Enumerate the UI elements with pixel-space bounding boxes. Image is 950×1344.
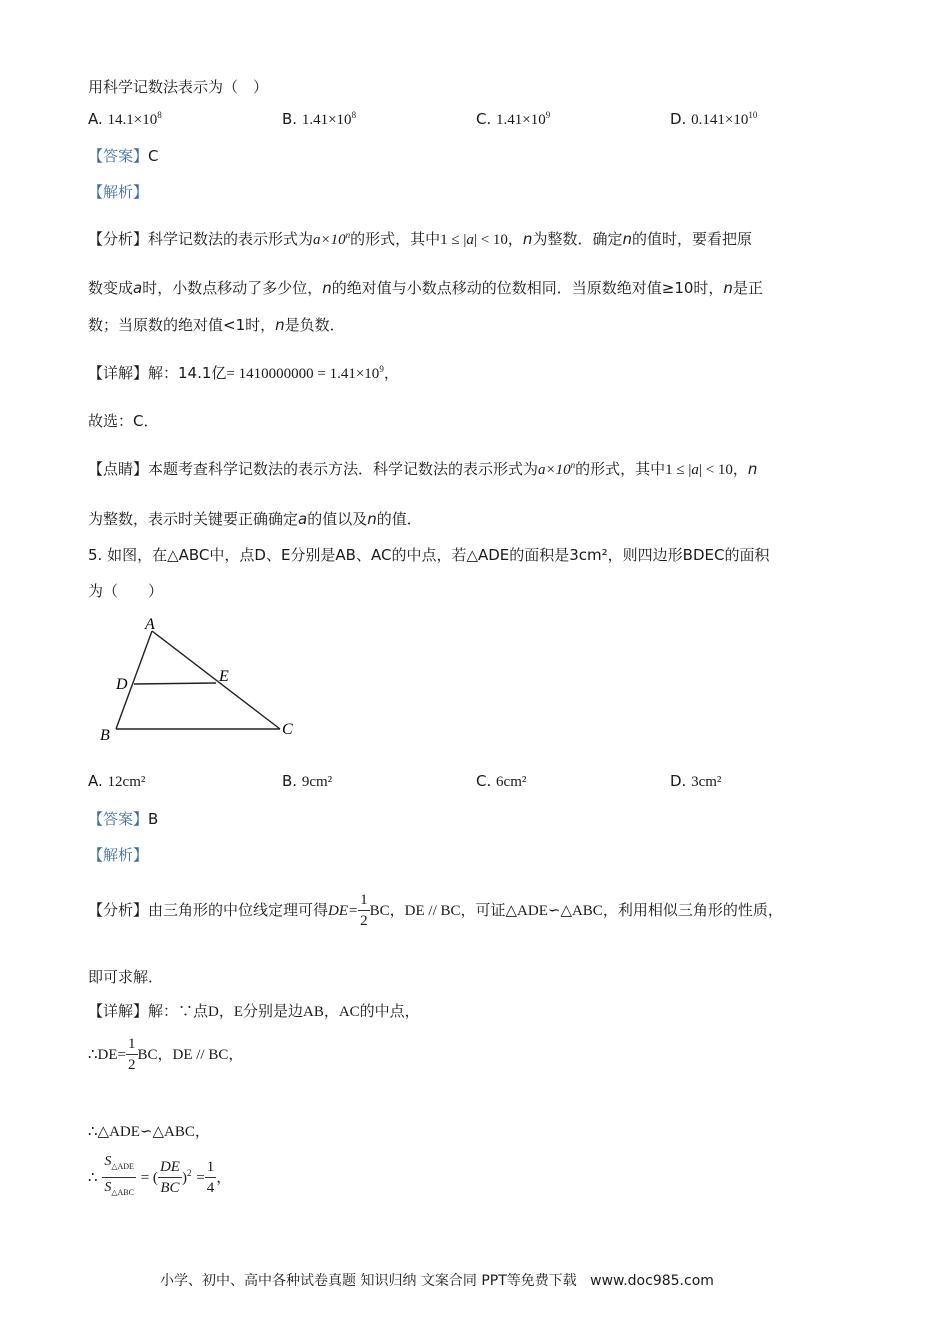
q4-option-c: C. $1.41\times 10^9$ <box>476 110 551 128</box>
side-ratio: $\frac{DE}{BC}$ <box>159 1158 180 1196</box>
segment-de <box>134 683 216 684</box>
answer-tag: 【答案】 <box>88 147 149 165</box>
q5-detail-line2: ∴DE= $\frac{1}{2}$ BC，DE // BC， <box>88 1036 244 1073</box>
footer-url[interactable]: www.doc985.com <box>590 1273 714 1289</box>
fraction-half: $\frac{1}{2}$ <box>128 1036 136 1073</box>
q5-options <box>88 772 848 794</box>
answer-tag: 【答案】 <box>88 810 149 828</box>
q5-detail-line3: ∴△ADE∽△ABC， <box>88 1124 210 1140</box>
q4-answer: 【答案】C <box>88 147 159 165</box>
q4-dianjing-line1: 【点睛】本题考查科学记数法的表示方法．科学记数法的表示形式为$a\times 10^n$的形式，其中1 ≤ |a| < 10，n <box>88 460 758 478</box>
q4-option-b: B. $1.41\times 10^8$ <box>282 110 357 128</box>
q5-fenxi-line2: 即可求解． <box>88 968 164 986</box>
q5-detail-line4: ∴ $\frac{S_{\triangle ADE}}{S_{\triangle ABC}}$ = ( $\frac{DE}{BC}$ )$^2$ = $\frac{1}{4}$ ， <box>88 1152 231 1203</box>
q5-answer: 【答案】B <box>88 810 159 828</box>
triangle-figure <box>96 610 306 745</box>
fraction-quarter: $\frac{1}{4}$ <box>206 1158 215 1196</box>
area-ratio: $\frac{S_{\triangle ADE}}{S_{\triangle ABC}}$ <box>104 1154 134 1197</box>
q5-option-a: A. 12cm² <box>88 772 146 790</box>
page-footer: 小学、初中、高中各种试卷真题 知识归纳 文案合同 PPT等免费下载 www.doc985.com <box>160 1273 714 1289</box>
q5-option-c: C. 6cm² <box>476 772 527 790</box>
q5-option-d: D. 3cm² <box>670 772 722 790</box>
side-ac <box>152 631 280 729</box>
q5-detail-line1: 【详解】解：∵点D，E分别是边AB，AC的中点， <box>88 1002 420 1020</box>
q4-dianjing-line2: 为整数，表示时关键要正确确定a的值以及n的值． <box>88 510 422 528</box>
q5-stem-line1: 5. 如图，在△ABC中，点D、E分别是AB、AC的中点，若△ADE的面积是3cm²，则四边形BDEC的面积 <box>88 546 770 564</box>
q4-option-d: D. $0.141\times 10^{10}$ <box>670 110 758 128</box>
q4-option-a: A. $14.1\times 10^8$ <box>88 110 162 128</box>
label-d: D <box>116 676 128 693</box>
fraction-half: $\frac{1}{2}$ <box>360 892 368 929</box>
q4-detail: 【详解】解：14.1亿= $1410000000 = 1.41\times 10^9$， <box>88 364 399 382</box>
label-a: A <box>145 616 155 633</box>
q4-fenxi-line3: 数；当原数的绝对值<1时，n是负数． <box>88 316 345 334</box>
q4-options <box>88 110 848 132</box>
q4-fenxi-line2: 数变成a时，小数点移动了多少位，n的绝对值与小数点移动的位数相同．当原数绝对值≥10时，n是正 <box>88 279 763 297</box>
q5-fenxi-line1: 【分析】由三角形的中位线定理可得DE= $\frac{1}{2}$ BC，DE // BC，可证△ADE∽△ABC，利用相似三角形的性质， <box>88 892 783 929</box>
q4-fenxi-line1: 【分析】科学记数法的表示形式为$a\times 10^n$的形式，其中1 ≤ |a| < 10，n为整数．确定n的值时，要看把原 <box>88 230 752 248</box>
q5-stem-line2: 为（ ） <box>88 582 164 600</box>
label-e: E <box>219 668 229 685</box>
q4-analysis-tag: 【解析】 <box>88 183 149 201</box>
q4-stem-tail: 用科学记数法表示为（ ） <box>88 78 269 96</box>
label-b: B <box>100 727 110 744</box>
q5-analysis-tag: 【解析】 <box>88 846 149 864</box>
label-c: C <box>282 721 293 738</box>
q4-choose: 故选：C． <box>88 412 159 430</box>
q5-option-b: B. 9cm² <box>282 772 333 790</box>
